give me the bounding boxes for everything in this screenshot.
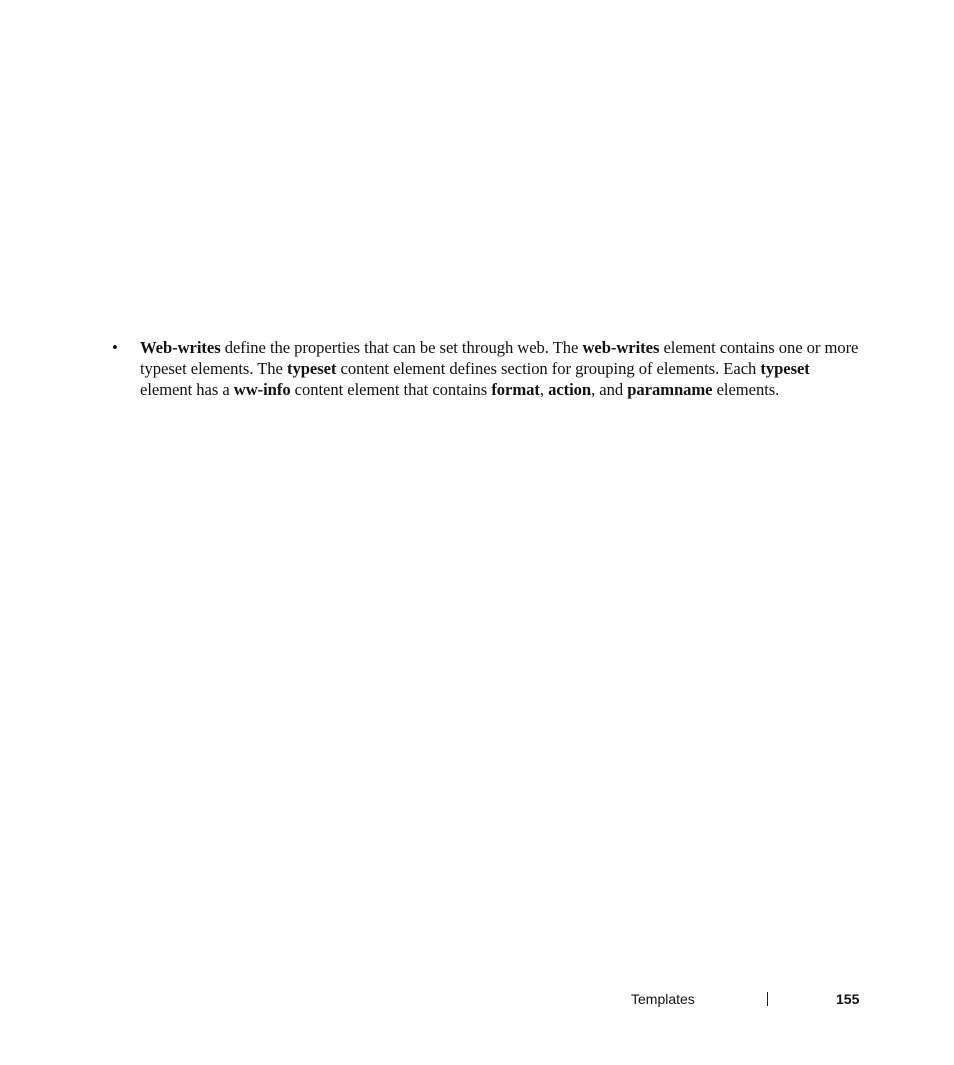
body-bullet-list xyxy=(112,337,862,400)
footer-separator xyxy=(767,992,768,1006)
bullet-marker: • xyxy=(112,338,118,357)
bullet-text xyxy=(140,338,858,399)
text-segment: element has a xyxy=(140,380,234,399)
web-writes-bullet-item xyxy=(112,337,862,400)
term-action: action xyxy=(548,380,592,399)
term-paramname: paramname xyxy=(627,380,713,399)
term-format: format xyxy=(491,380,540,399)
text-segment: content element defines section for grouping of elements. Each xyxy=(336,359,761,378)
term-typeset: typeset xyxy=(286,359,337,378)
text-segment: element contains one or more typeset elements. The xyxy=(140,338,859,378)
term-ww-info: ww-info xyxy=(233,380,291,399)
term-web-writes-element: web-writes xyxy=(582,338,660,357)
text-segment: content element that contains xyxy=(290,380,492,399)
footer-section-title: Templates xyxy=(631,991,695,1007)
text-segment: elements. xyxy=(712,380,780,399)
text-segment: define the properties that can be set through web. The xyxy=(220,338,583,357)
term-web-writes: Web-writes xyxy=(140,338,221,357)
page-number: 155 xyxy=(836,991,860,1007)
term-typeset-element: typeset xyxy=(760,359,810,378)
text-segment: , and xyxy=(591,380,628,399)
text-segment: , xyxy=(539,380,549,399)
